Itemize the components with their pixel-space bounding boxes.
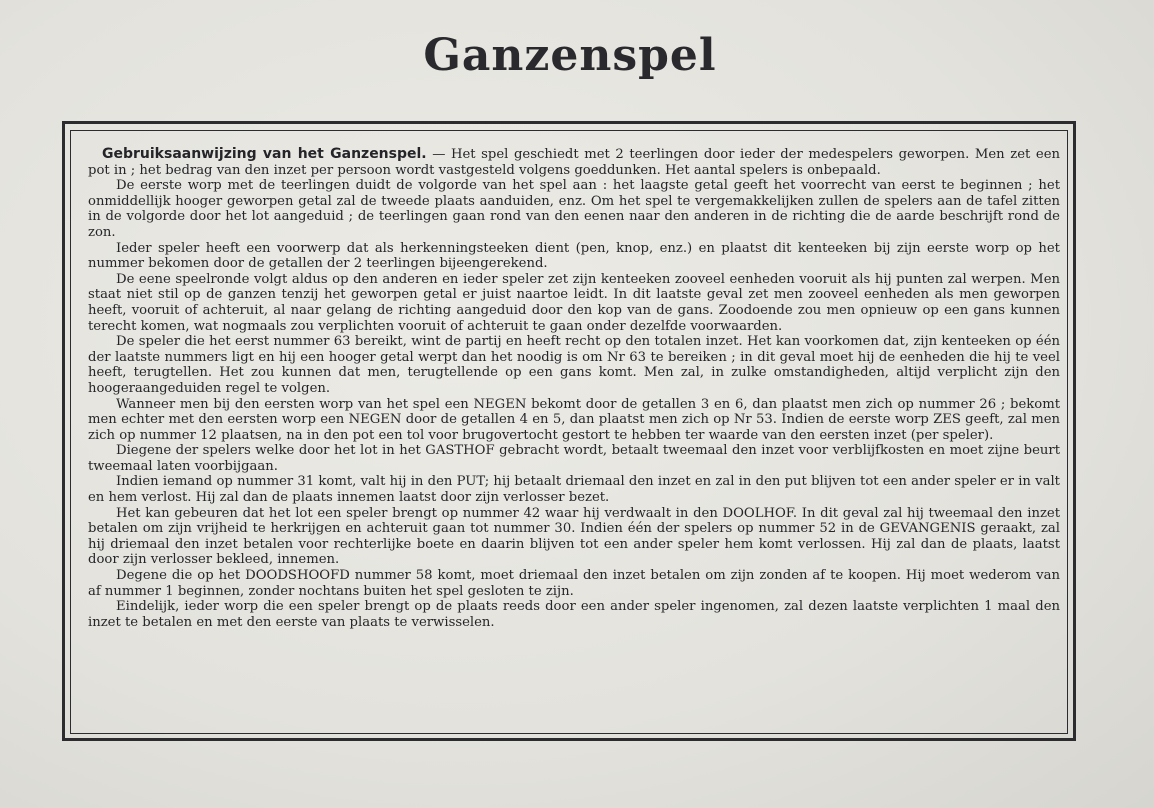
lead-heading: Gebruiksaanwijzing van het Ganzenspel. — [102, 146, 427, 162]
paragraph-order: De eerste worp met de teerlingen duidt de volgorde van het spel aan : het laagste getal geeft het voorrecht van eerst te beginnen ; het onmiddellijk hooger geworpen getal zal de tweede plaats aanduiden, enz. Om het spel te vergemakkelijken zullen de spelers aan de tafel zitten in de volgorde door het lot aangeduid ; de teerlingen gaan rond van den eenen naar den anderen in de richting die de aarde beschrijft rond de zon. — [88, 178, 1060, 240]
instructions-text — [88, 147, 1060, 630]
page-title: Ganzenspel — [423, 30, 717, 81]
paragraph-text: — Het spel geschiedt met 2 teerlingen door ieder der medespelers geworpen. Men zet een pot in ; het bedrag van den inzet per persoon wordt vastgesteld volgens goeddunken. Het aantal spelers is onbepaald. — [88, 147, 1060, 178]
paragraph-intro — [88, 147, 1060, 178]
paragraph-maze-prison: Het kan gebeuren dat het lot een speler brengt op nummer 42 waar hij verdwaalt in den DOOLHOF. In dit geval zal hij tweemaal den inzet betalen om zijn vrijheid te herkrijgen en achteruit gaan tot nummer 30. Indien één der spelers op nummer 52 in de GEVANGENIS geraakt, zal hij driemaal den inzet betalen voor rechterlijke boete en daarin blijven tot een ander speler hem komt verlossen. Hij zal dan de plaats, laatst door zijn verlosser bekleed, innemen. — [88, 505, 1060, 568]
paragraph-rounds: De eene speelronde volgt aldus op den anderen en ieder speler zet zijn kenteeken zooveel eenheden vooruit als hij punten zal werpen. Men staat niet stil op de ganzen tenzij het geworpen getal er juist naartoe leidt. In dit laatste geval zet men zooveel eenheden als men geworpen heeft, vooruit of achteruit, al naar gelang de richting aangeduid door den kop van de gans. Zoodoende zou men opnieuw op een gans kunnen terecht komen, wat nogmaals zou verplichten vooruit of achteruit te gaan onder dezelfde voorwaarden. — [88, 271, 1060, 334]
paragraph-occupied: Eindelijk, ieder worp die een speler brengt op de plaats reeds door een ander speler ingenomen, zal dezen laatste verplichten 1 maal den inzet te betalen en met den eerste van plaats te verwisselen. — [88, 599, 1060, 630]
paragraph-well: Indien iemand op nummer 31 komt, valt hij in den PUT; hij betaalt driemaal den inzet en zal in den put blijven tot een ander speler er in valt en hem verlost. Hij zal dan de plaats innemen laatst door zijn verlosser bezet. — [88, 474, 1060, 506]
paragraph-winning: De speler die het eerst nummer 63 bereikt, wint de partij en heeft recht op den totalen inzet. Het kan voorkomen dat, zijn kenteeken op één der laatste nummers ligt en hij een hooger getal werpt dan het noodig is om Nr 63 te bereiken ; in dit geval moet hij de eenheden die hij te veel heeft, terugtellen. Het zou kunnen dat men, terugtellende op een gans komt. Men zal, in zulke omstandigheden, altijd verplicht zijn den hoogeraangeduiden regel te volgen. — [88, 334, 1060, 396]
paragraph-first-throw: Wanneer men bij den eersten worp van het spel een NEGEN bekomt door de getallen 3 en 6, dan plaatst men zich op nummer 26 ; bekomt men echter met den eersten worp een NEGEN door de getallen 4 en 5, dan plaatst men zich op Nr 53. Indien de eerste worp ZES geeft, zal men zich op nummer 12 plaatsen, na in den pot een tol voor brugovertocht gestort te hebben ter waarde van den eersten inzet (per speler). — [88, 396, 1060, 443]
paragraph-marker: Ieder speler heeft een voorwerp dat als herkenningsteeken dient (pen, knop, enz.) en plaatst dit kenteeken bij zijn eerste worp op het nummer bekomen door de getallen der 2 teerlingen bijeengerekend. — [88, 240, 1060, 272]
paragraph-death: Degene die op het DOODSHOOFD nummer 58 komt, moet driemaal den inzet betalen om zijn zonden af te koopen. Hij moet wederom van af nummer 1 beginnen, zonder nochtans buiten het spel gesloten te zijn. — [88, 568, 1060, 599]
paragraph-inn: Diegene der spelers welke door het lot in het GASTHOF gebracht wordt, betaalt tweemaal den inzet voor verblijfkosten en moet zijne beurt tweemaal laten voorbijgaan. — [88, 443, 1060, 474]
